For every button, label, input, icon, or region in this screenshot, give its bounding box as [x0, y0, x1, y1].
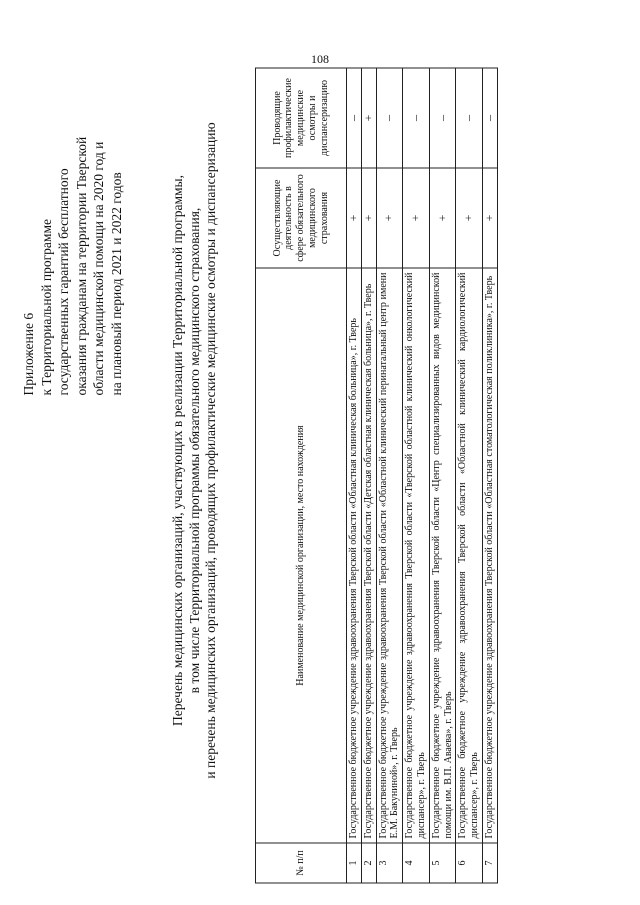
document-title [170, 55, 220, 845]
appendix-line: оказания гражданам на территории Тверской [73, 136, 89, 395]
table-row [361, 68, 376, 883]
appendix-note [20, 25, 126, 395]
table-row [403, 68, 430, 883]
organization-name: Государственное бюджетное учреждение здравоохранения Тверской области «Областная клиническая больница», г. Тверь [347, 268, 362, 843]
appendix-line: к Территориальной программе [38, 218, 54, 395]
header-oms-activity: Осуществляющие деятельность в сфере обязательного медицинского страхования [256, 168, 347, 268]
header-number: № п/п [256, 843, 347, 883]
organizations-table [255, 67, 498, 883]
oms-mark: + [482, 168, 497, 268]
table-row [456, 68, 483, 883]
title-line: и перечень медицинских организаций, проводящих профилактические медицинские осмотры и диспансеризацию [203, 121, 219, 779]
prof-mark: – [456, 68, 483, 168]
oms-mark: + [429, 168, 456, 268]
prof-mark: – [429, 68, 456, 168]
oms-mark: + [347, 168, 362, 268]
prof-mark: – [376, 68, 403, 168]
appendix-line: области медицинской помощи на 2020 год и [91, 141, 107, 395]
header-organization-name: Наименование медицинской организации, место нахождения [256, 268, 347, 843]
table-row [429, 68, 456, 883]
row-number: 1 [347, 843, 362, 883]
prof-mark: – [347, 68, 362, 168]
table-row [482, 68, 497, 883]
organization-name: Государственное бюджетное учреждение здравоохранения Тверской области «Тверской областной клинический онкологический диспансер», г. Тверь [403, 268, 430, 843]
table-row [376, 68, 403, 883]
prof-mark: – [403, 68, 430, 168]
prof-mark: – [482, 68, 497, 168]
title-line: Перечень медицинских организаций, участвующих в реализации Территориальной программы, [170, 174, 185, 726]
oms-mark: + [456, 168, 483, 268]
appendix-line: государственных гарантий бесплатного [56, 167, 72, 395]
appendix-line: на плановый период 2021 и 2022 годов [108, 171, 124, 395]
row-number: 4 [403, 843, 430, 883]
title-line: в том числе Территориальной программы обязательного медицинского страхования, [186, 207, 202, 693]
oms-mark: + [376, 168, 403, 268]
organization-name: Государственное бюджетное учреждение здравоохранения Тверской области «Центр специализированных видов медицинской помощи им. В.П. Аваева», г. Тверь [429, 268, 456, 843]
organization-name: Государственное бюджетное учреждение здравоохранения Тверской области «Областной клинический перинатальный центр имени Е.М. Бакуниной», г. Тверь [376, 268, 403, 843]
appendix-line: Приложение 6 [21, 312, 36, 395]
row-number: 2 [361, 843, 376, 883]
oms-mark: + [361, 168, 376, 268]
row-number: 7 [482, 843, 497, 883]
row-number: 6 [456, 843, 483, 883]
row-number: 3 [376, 843, 403, 883]
page-number: 108 [311, 52, 329, 66]
table-row [347, 68, 362, 883]
organization-name: Государственное бюджетное учреждение здравоохранения Тверской области «Детская областная клиническая больница», г. Тверь [361, 268, 376, 843]
prof-mark: + [361, 68, 376, 168]
row-number: 5 [429, 843, 456, 883]
organization-name: Государственное бюджетное учреждение здравоохранения Тверской области «Областная стоматологическая поликлиника», г. Тверь [482, 268, 497, 843]
table-header-row [256, 68, 347, 883]
organization-name: Государственное бюджетное учреждение здравоохранения Тверской области «Областной клинический кардиологический диспансер», г. Тверь [456, 268, 483, 843]
oms-mark: + [403, 168, 430, 268]
header-preventive-exams: Проводящие профилактические медицинские осмотры и диспансеризацию [256, 68, 347, 168]
